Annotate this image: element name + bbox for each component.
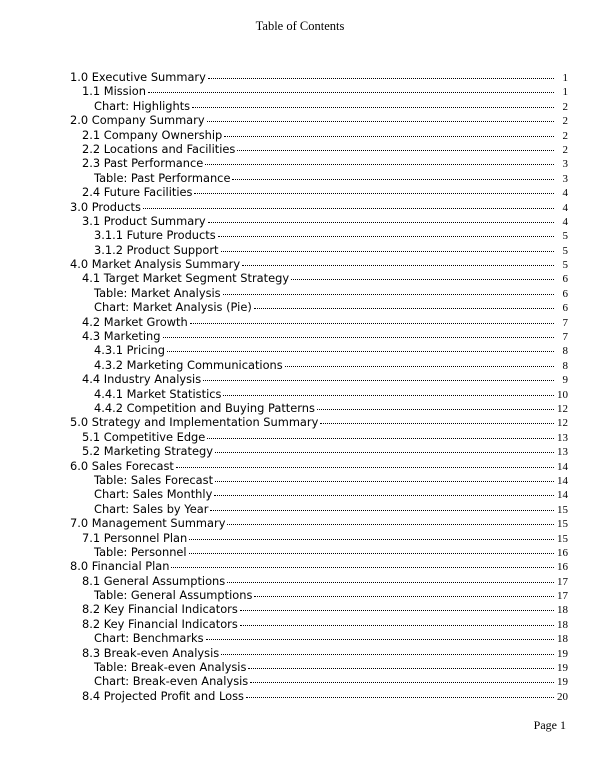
dot-leader (240, 610, 554, 611)
toc-entry[interactable] (70, 358, 568, 372)
toc-entry-label: 8.3 Break-even Analysis (82, 645, 220, 660)
dot-leader (250, 682, 554, 683)
toc-entry-label: Chart: Market Analysis (Pie) (94, 300, 252, 315)
toc-entry[interactable] (70, 171, 568, 185)
toc-entry[interactable] (70, 660, 568, 674)
toc-entry-page: 3 (562, 158, 568, 171)
toc-entry-page: 14 (557, 474, 568, 487)
toc-entry[interactable] (70, 113, 568, 127)
toc-entry-page: 3 (562, 172, 568, 185)
toc-entry[interactable] (70, 214, 568, 228)
toc-entry-page: 1 (562, 72, 568, 84)
toc-entry-label: 4.3 Marketing (82, 329, 161, 344)
dot-leader (223, 395, 554, 396)
toc-entry-label: 8.2 Key Financial Indicators (82, 602, 238, 617)
toc-entry-label: Chart: Sales Monthly (94, 487, 213, 502)
dot-leader (214, 495, 554, 496)
toc-entry-page: 15 (557, 532, 568, 545)
dot-leader (242, 265, 554, 266)
toc-entry-page: 4 (562, 187, 568, 200)
toc-entry-page: 10 (557, 388, 568, 401)
dot-leader (208, 78, 554, 79)
dot-leader (207, 121, 554, 122)
dot-leader (224, 136, 554, 137)
toc-entry[interactable] (70, 602, 568, 616)
page-title: Table of Contents (255, 19, 345, 33)
toc-entry-label: 4.1 Target Market Segment Strategy (82, 271, 290, 286)
toc-entry[interactable] (70, 387, 568, 401)
toc-entry-label: 2.0 Company Summary (70, 113, 205, 128)
dot-leader (221, 251, 554, 252)
toc-entry[interactable] (70, 156, 568, 170)
toc-entry[interactable] (70, 401, 568, 415)
dot-leader (285, 366, 554, 367)
toc-entry-page: 19 (557, 647, 568, 660)
toc-entry-label: 4.4.2 Competition and Buying Patterns (94, 400, 315, 415)
toc-entry-page: 4 (562, 201, 568, 214)
toc-entry[interactable] (70, 271, 568, 285)
toc-entry-label: 1.1 Mission (82, 84, 146, 99)
toc-entry[interactable] (70, 372, 568, 386)
dot-leader (240, 625, 554, 626)
toc-entry[interactable] (70, 588, 568, 602)
dot-leader (207, 438, 554, 439)
toc-entry-page: 4 (562, 215, 568, 228)
table-of-contents (70, 70, 568, 703)
toc-entry-page: 1 (562, 86, 568, 99)
toc-entry-page: 17 (557, 575, 568, 588)
toc-entry[interactable] (70, 531, 568, 545)
toc-entry-label: 5.0 Strategy and Implementation Summary (70, 415, 319, 430)
toc-entry[interactable] (70, 142, 568, 156)
toc-entry[interactable] (70, 574, 568, 588)
toc-entry-label: Chart: Sales by Year (94, 501, 209, 516)
toc-entry-label: Table: General Assumptions (94, 588, 253, 603)
toc-entry-page: 20 (557, 690, 568, 703)
toc-entry-label: 1.0 Executive Summary (70, 70, 206, 84)
toc-entry-page: 19 (557, 662, 568, 675)
toc-entry-label: Table: Sales Forecast (94, 472, 214, 487)
dot-leader (221, 654, 554, 655)
toc-entry[interactable] (70, 185, 568, 199)
toc-entry[interactable] (70, 84, 568, 98)
toc-entry-label: 5.1 Competitive Edge (82, 429, 206, 444)
toc-entry[interactable] (70, 415, 568, 429)
toc-entry-page: 8 (562, 359, 568, 372)
toc-entry-label: 4.4.1 Market Statistics (94, 386, 222, 401)
toc-entry[interactable] (70, 502, 568, 516)
dot-leader (194, 193, 554, 194)
toc-entry-page: 7 (562, 331, 568, 344)
dot-leader (291, 279, 554, 280)
toc-entry-page: 15 (557, 503, 568, 516)
dot-leader (317, 409, 554, 410)
toc-entry-label: 7.1 Personnel Plan (82, 530, 188, 545)
toc-entry[interactable] (70, 243, 568, 257)
toc-entry-label: Table: Market Analysis (94, 285, 221, 300)
toc-entry-page: 12 (557, 417, 568, 430)
toc-entry[interactable] (70, 559, 568, 573)
dot-leader (254, 596, 554, 597)
toc-entry-page: 12 (557, 402, 568, 415)
toc-entry-page: 6 (562, 287, 568, 300)
dot-leader (215, 481, 554, 482)
toc-entry-page: 13 (557, 446, 568, 459)
toc-entry[interactable] (70, 200, 568, 214)
toc-entry[interactable] (70, 631, 568, 645)
toc-entry[interactable] (70, 315, 568, 329)
dot-leader (237, 150, 554, 151)
toc-entry-page: 9 (562, 374, 568, 387)
toc-entry-label: 2.2 Locations and Facilities (82, 141, 236, 156)
dot-leader (254, 308, 554, 309)
toc-entry-label: 2.1 Company Ownership (82, 127, 223, 142)
toc-entry-label: 2.3 Past Performance (82, 156, 204, 171)
toc-entry[interactable] (70, 487, 568, 501)
toc-entry-page: 15 (557, 518, 568, 531)
dot-leader (189, 553, 554, 554)
toc-entry-label: 4.2 Market Growth (82, 314, 188, 329)
toc-entry[interactable] (70, 286, 568, 300)
toc-entry-page: 13 (557, 431, 568, 444)
toc-entry[interactable] (70, 617, 568, 631)
toc-entry-label: 4.3.1 Pricing (94, 343, 165, 358)
toc-entry[interactable] (70, 444, 568, 458)
page-number: Page 1 (533, 718, 566, 732)
dot-leader (215, 452, 554, 453)
dot-leader (208, 222, 554, 223)
dot-leader (163, 337, 554, 338)
toc-entry[interactable] (70, 300, 568, 314)
toc-entry-page: 2 (562, 115, 568, 128)
toc-entry-label: 4.3.2 Marketing Communications (94, 357, 283, 372)
toc-entry-page: 5 (562, 259, 568, 272)
toc-entry-label: Chart: Break-even Analysis (94, 674, 249, 689)
toc-entry-label: Table: Past Performance (94, 170, 231, 185)
dot-leader (167, 351, 554, 352)
toc-entry-page: 18 (557, 633, 568, 646)
toc-entry[interactable] (70, 128, 568, 142)
toc-entry-label: Chart: Benchmarks (94, 631, 204, 646)
toc-entry-page: 6 (562, 273, 568, 286)
dot-leader (190, 323, 554, 324)
dot-leader (210, 510, 554, 511)
dot-leader (205, 164, 554, 165)
toc-entry-page: 14 (557, 460, 568, 473)
toc-entry-page: 8 (562, 345, 568, 358)
dot-leader (148, 92, 554, 93)
dot-leader (232, 179, 554, 180)
dot-leader (320, 423, 554, 424)
toc-entry-label: 3.1 Product Summary (82, 213, 206, 228)
toc-entry-label: 5.2 Marketing Strategy (82, 444, 213, 459)
toc-entry-page: 6 (562, 302, 568, 315)
toc-entry-page: 14 (557, 489, 568, 502)
toc-entry-page: 16 (557, 546, 568, 559)
dot-leader (206, 639, 554, 640)
toc-entry-page: 17 (557, 590, 568, 603)
dot-leader (218, 236, 554, 237)
toc-entry[interactable] (70, 646, 568, 660)
toc-entry-page: 18 (557, 604, 568, 617)
toc-entry-page: 2 (562, 100, 568, 113)
toc-entry-label: 7.0 Management Summary (70, 516, 226, 531)
toc-entry[interactable] (70, 329, 568, 343)
dot-leader (176, 467, 554, 468)
toc-entry-page: 7 (562, 316, 568, 329)
toc-entry[interactable] (70, 674, 568, 688)
toc-entry-label: 6.0 Sales Forecast (70, 458, 174, 473)
toc-entry-page: 2 (562, 143, 568, 156)
toc-entry-page: 2 (562, 129, 568, 142)
toc-entry-page: 19 (557, 676, 568, 689)
dot-leader (143, 208, 554, 209)
toc-entry-page: 5 (562, 230, 568, 243)
dot-leader (223, 294, 554, 295)
toc-entry[interactable] (70, 459, 568, 473)
toc-entry-label: 3.1.1 Future Products (94, 228, 216, 243)
dot-leader (189, 539, 554, 540)
dot-leader (227, 524, 554, 525)
toc-entry[interactable] (70, 343, 568, 357)
toc-entry-label: 8.4 Projected Profit and Loss (82, 688, 244, 703)
dot-leader (192, 107, 554, 108)
toc-entry-label: 3.0 Products (70, 199, 141, 214)
toc-entry-label: 8.1 General Assumptions (82, 573, 226, 588)
toc-entry-label: Table: Personnel (94, 544, 187, 559)
toc-entry-label: 8.2 Key Financial Indicators (82, 616, 238, 631)
toc-entry[interactable] (70, 228, 568, 242)
toc-entry-label: 4.0 Market Analysis Summary (70, 257, 241, 272)
toc-entry[interactable] (70, 430, 568, 444)
dot-leader (171, 567, 554, 568)
toc-entry-label: Chart: Highlights (94, 98, 191, 113)
toc-entry[interactable] (70, 70, 568, 84)
toc-entry-label: 3.1.2 Product Support (94, 242, 219, 257)
toc-entry-page: 16 (557, 561, 568, 574)
toc-entry[interactable] (70, 473, 568, 487)
toc-entry[interactable] (70, 689, 568, 703)
dot-leader (227, 582, 554, 583)
toc-entry[interactable] (70, 516, 568, 530)
toc-entry-label: Table: Break-even Analysis (94, 660, 247, 675)
toc-entry-label: 8.0 Financial Plan (70, 559, 170, 574)
toc-entry-page: 5 (562, 244, 568, 257)
toc-entry[interactable] (70, 545, 568, 559)
toc-entry[interactable] (70, 99, 568, 113)
toc-entry[interactable] (70, 257, 568, 271)
dot-leader (248, 668, 554, 669)
toc-entry-label: 4.4 Industry Analysis (82, 372, 202, 387)
dot-leader (203, 380, 554, 381)
dot-leader (246, 697, 554, 698)
toc-entry-page: 18 (557, 618, 568, 631)
toc-entry-label: 2.4 Future Facilities (82, 185, 193, 200)
